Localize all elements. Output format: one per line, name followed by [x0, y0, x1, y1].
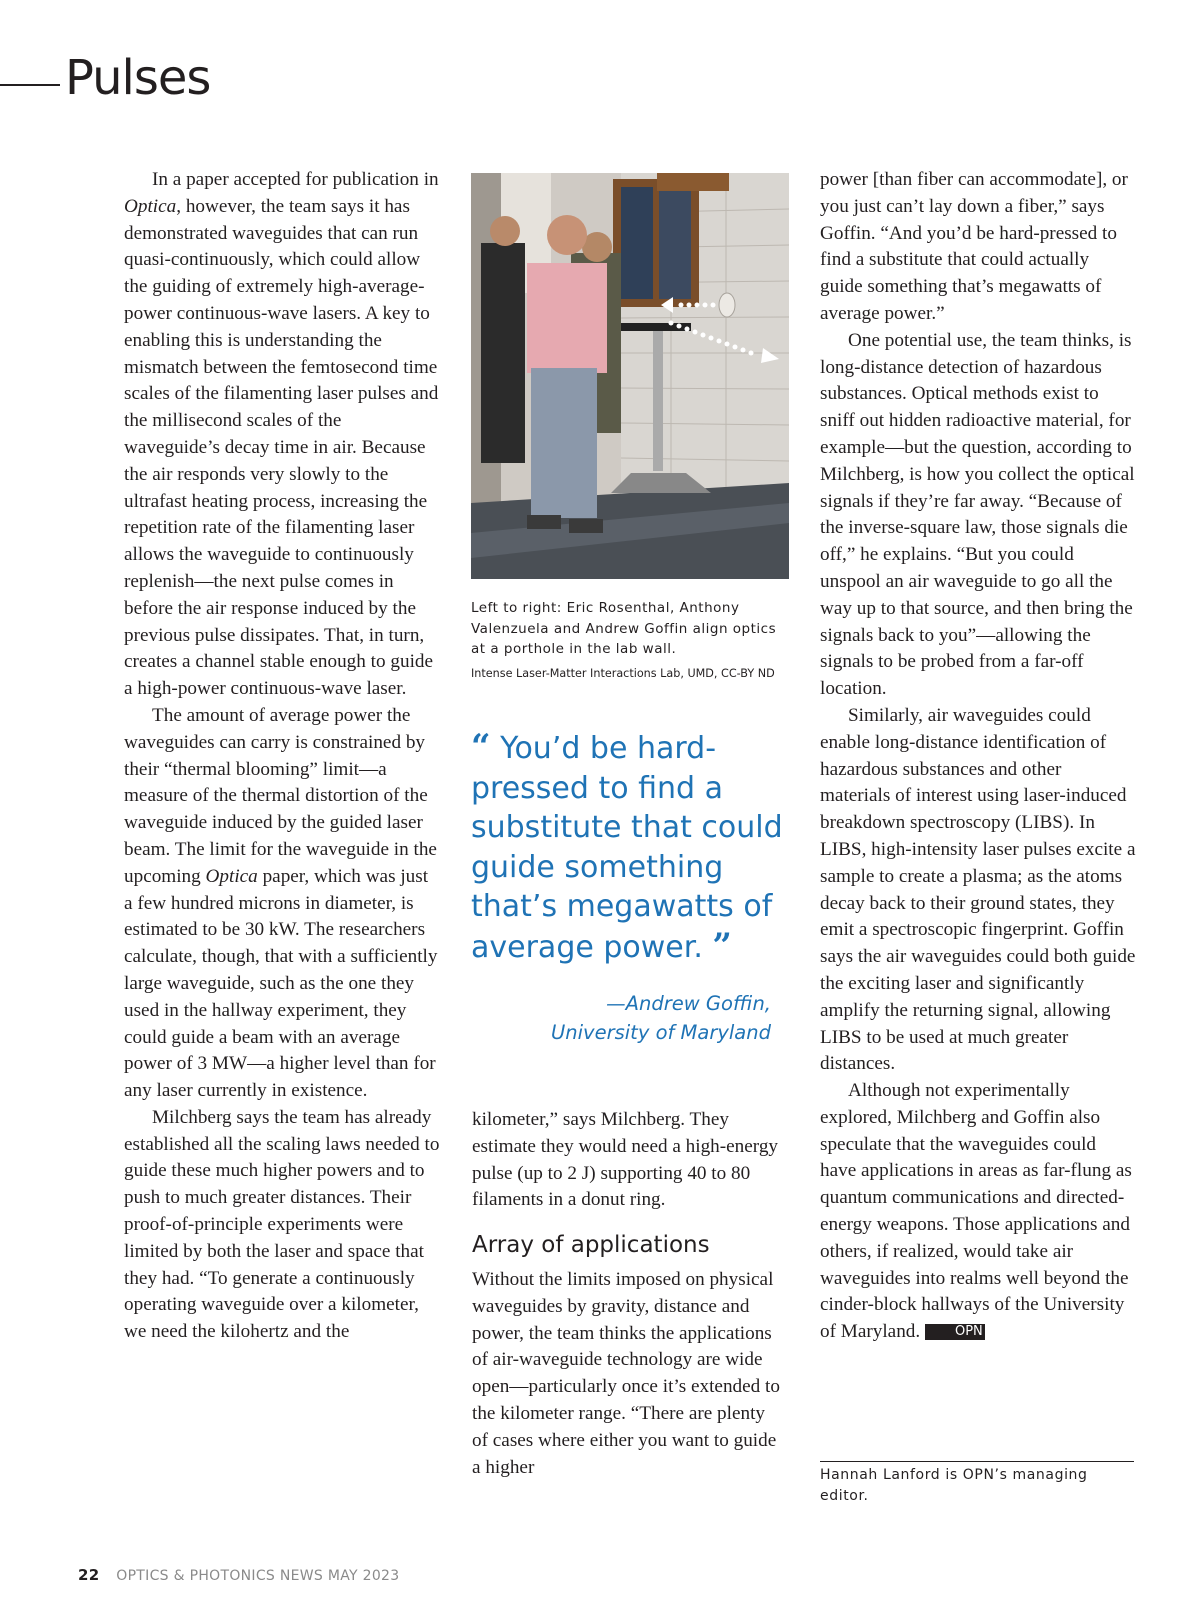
text-run: In a paper accepted for publication in [152, 169, 439, 190]
issue-date: MAY 2023 [327, 1568, 400, 1584]
author-bio: Hannah Lanford is OPN’s managing editor. [820, 1467, 1088, 1504]
pull-quote-attribution [471, 989, 771, 1047]
text-run: Although not experimentally explored, Milchberg and Goffin also speculate that the waveguides could have applications in areas as far-flung as quantum communications and directed-energy weapons. Those applications and others, if realized, would take air waveguides into realms well beyond the cinder-block hallways of the University of Maryland. [820, 1080, 1132, 1343]
article-column-2 [472, 1107, 780, 1214]
pull-quote [471, 728, 789, 967]
close-quote-mark: ” [712, 925, 732, 966]
page-number: 22 [78, 1566, 100, 1584]
text-run: The amount of average power the waveguides can carry is constrained by their “thermal blooming” limit—a measure of the thermal distortion of the waveguide induced by the guided laser beam. The limit for the waveguide in the upcoming [124, 704, 437, 887]
attribution-name: —Andrew Goffin, [606, 992, 771, 1015]
attribution-affiliation: University of Maryland [551, 1021, 771, 1044]
paragraph: Without the limits imposed on physical waveguides by gravity, distance and power, the team thinks the applications of air-waveguide technology are wide open—particularly once it’s extended to the kilometer range. “There are plenty of cases where either you want to guide a higher [472, 1269, 780, 1478]
journal-name: Optica [205, 865, 258, 887]
photo-credit: Intense Laser-Matter Interactions Lab, UMD, CC-BY ND [471, 666, 775, 680]
article-column-3 [820, 167, 1136, 1346]
opn-end-badge: OPN [925, 1324, 985, 1340]
page-footer [78, 1566, 399, 1584]
section-rule [0, 84, 60, 86]
lab-photo [471, 173, 789, 579]
section-subhead: Array of applications [472, 1232, 710, 1258]
paragraph [820, 1078, 1136, 1346]
paragraph [124, 703, 440, 1105]
section-title: Pulses [65, 50, 211, 106]
caption-text: Left to right: Eric Rosenthal, Anthony Valenzuela and Andrew Goffin align optics at a porthole in the lab wall. [471, 600, 777, 657]
article-column-1 [124, 167, 440, 1346]
article-column-2-continued [472, 1267, 780, 1481]
photo-caption [471, 598, 791, 684]
journal-name: Optica [124, 195, 177, 217]
open-quote-mark: “ [471, 727, 491, 767]
paragraph: Similarly, air waveguides could enable long-distance identification of hazardous substances and other materials of interest using laser-induced breakdown spectroscopy (LIBS). In LIBS, high-intensity laser pulses excite a sample to create a plasma; as the atoms decay back to their ground states, they emit a spectroscopic fingerprint. Goffin says the air waveguides could both guide the exciting laser and significantly amplify the returning signal, allowing LIBS to be used at much greater distances. [820, 704, 1136, 1075]
pull-quote-text: You’d be hard-pressed to find a substitute that could guide something that’s megawatts of average power. [471, 731, 783, 965]
paragraph: Milchberg says the team has already established all the scaling laws needed to guide these much higher powers and to push to much greater distances. Their proof-of-principle experiments were limited by both the laser and space that they had. “To generate a continuously operating waveguide over a kilometer, we need the kilohertz and the [124, 1106, 440, 1343]
text-run: , however, the team says it has demonstrated waveguides that can run quasi-continuously, which could allow the guiding of extremely high-average-power continuous-wave lasers. A key to enabling this is understanding the mismatch between the femtosecond time scales of the filamenting laser pulses and the millisecond scales of the waveguide’s decay time in air. Because the air responds very slowly to the ultrafast heating process, increasing the repetition rate of the filamenting laser allows the waveguide to continuously replenish—the next pulse comes in before the air response induced by the previous pulse dissipates. That, in turn, creates a channel stable enough to guide a high-power continuous-wave laser. [124, 195, 439, 700]
paragraph: kilometer,” says Milchberg. They estimate they would need a high-energy pulse (up to 2 J) supporting 40 to 80 filaments in a donut ring. [472, 1109, 779, 1211]
text-run: paper, which was just a few hundred microns in diameter, is estimated to be 30 kW. The researchers calculate, though, that with a sufficiently large waveguide, such as the one they used in the hallway experiment, they could guide a beam with an average power of 3 MW—a higher level than for any laser currently in existence. [124, 865, 438, 1102]
paragraph [124, 167, 440, 703]
publication-name: OPTICS & PHOTONICS NEWS [116, 1568, 324, 1584]
bio-rule [820, 1461, 1134, 1462]
paragraph: One potential use, the team thinks, is long-distance detection of hazardous substances. Optical methods exist to sniff out hidden radioactive material, for example—but the question, according to Milchberg, is how you collect the optical signals if they’re far away. “Because of the inverse-square law, those signals die off,” he explains. “But you could unspool an air waveguide to go all the way up to that source, and then bring the signals back to you”—allowing the signals to be probed from a far-off location. [820, 329, 1135, 700]
paragraph: power [than fiber can accommodate], or you just can’t lay down a fiber,” says Goffin. “And you’d be hard-pressed to find a substitute that could actually guide something that’s megawatts of average power.” [820, 169, 1128, 324]
